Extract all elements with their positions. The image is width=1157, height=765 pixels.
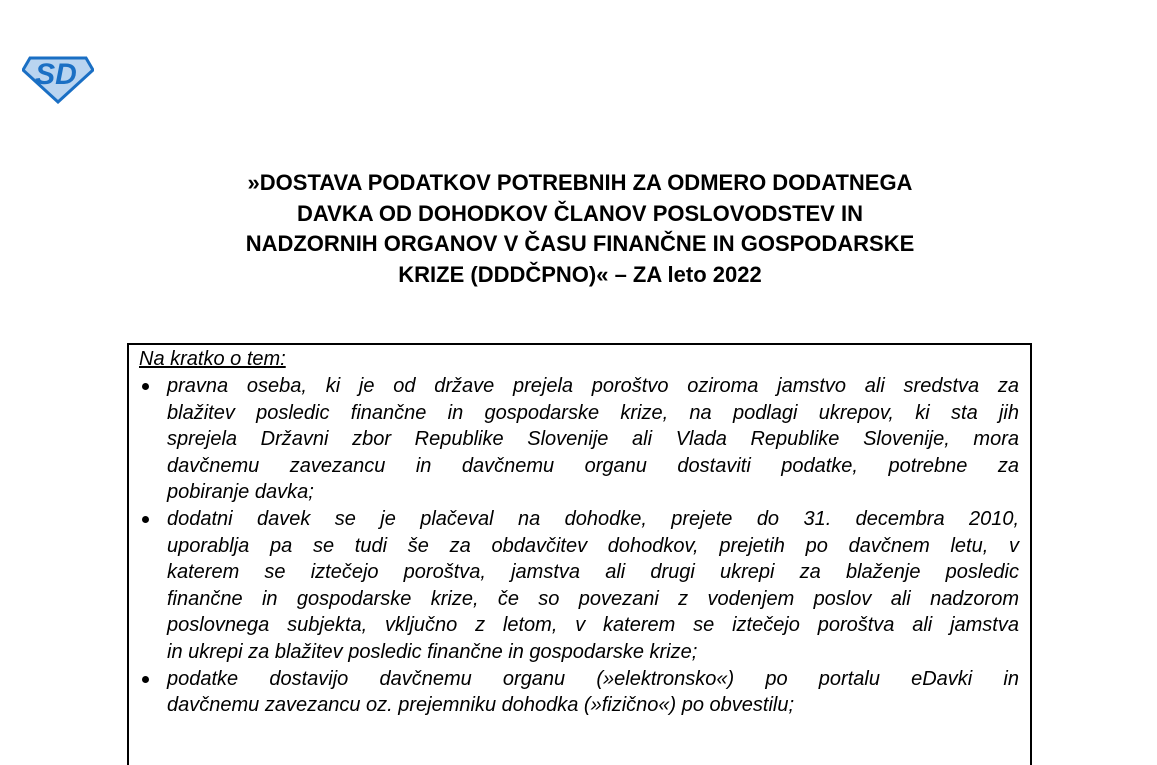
bullet-text-line: poslovnega subjekta, vključno z letom, v katerem se iztečejo poroštva ali jamstva [167,614,1019,637]
bullet-text-line: finančne in gospodarske krize, če so povezani z vodenjem poslov ali nadzorom [167,587,1019,610]
bullet-text-line: podatke dostavijo davčnemu organu (»elektronsko«) po portalu eDavki in [167,667,1019,690]
bullet-text-line: sprejela Državni zbor Republike Slovenije ali Vlada Republike Slovenije, mora [167,428,1019,451]
bullet-item [139,666,1019,719]
summary-box [127,343,1032,765]
title-line: NADZORNIH ORGANOV V ČASU FINANČNE IN GOSPODARSKE [245,231,915,256]
bullet-text-line: dodatni davek se je plačeval na dohodke, prejete do 31. decembra 2010, [167,508,1019,530]
bullet-icon [142,383,149,390]
bullet-item [139,373,1019,506]
summary-heading: Na kratko o tem: [139,348,286,370]
bullet-item [139,506,1019,666]
bullet-text-line: katerem se iztečejo poroštva, jamstva ali drugi ukrepi za blaženje posledic [167,561,1019,584]
document-title [120,168,1040,290]
bullet-text-line: davčnemu zavezancu oz. prejemniku dohodka (»fizično«) po obvestilu; [167,694,795,717]
title-line: »DOSTAVA PODATKOV POTREBNIH ZA ODMERO DODATNEGA [247,170,913,195]
bullet-text-line: pobiranje davka; [167,481,314,504]
bullet-text-line: uporablja pa se tudi še za obdavčitev dohodkov, prejetih po davčnem letu, v [167,534,1019,557]
bullet-icon [142,516,149,523]
title-line: DAVKA OD DOHODKOV ČLANOV POSLOVODSTEV IN [297,200,863,226]
bullet-text-line: pravna oseba, ki je od države prejela poroštvo oziroma jamstvo ali sredstva za [167,375,1019,397]
bullet-text-line: in ukrepi za blažitev posledic finančne in gospodarske krize; [167,640,698,663]
bullet-text-line: blažitev posledic finančne in gospodarske krize, na podlagi ukrepov, ki sta jih [167,401,1019,424]
svg-text:SD: SD [35,58,77,91]
bullet-text-line: davčnemu zavezancu in davčnemu organu dostaviti podatke, potrebne za [167,454,1019,477]
title-line: KRIZE (DDDČPNO)« – ZA leto 2022 [398,261,762,287]
bullet-icon [142,676,149,683]
logo-shield-icon [22,50,94,104]
